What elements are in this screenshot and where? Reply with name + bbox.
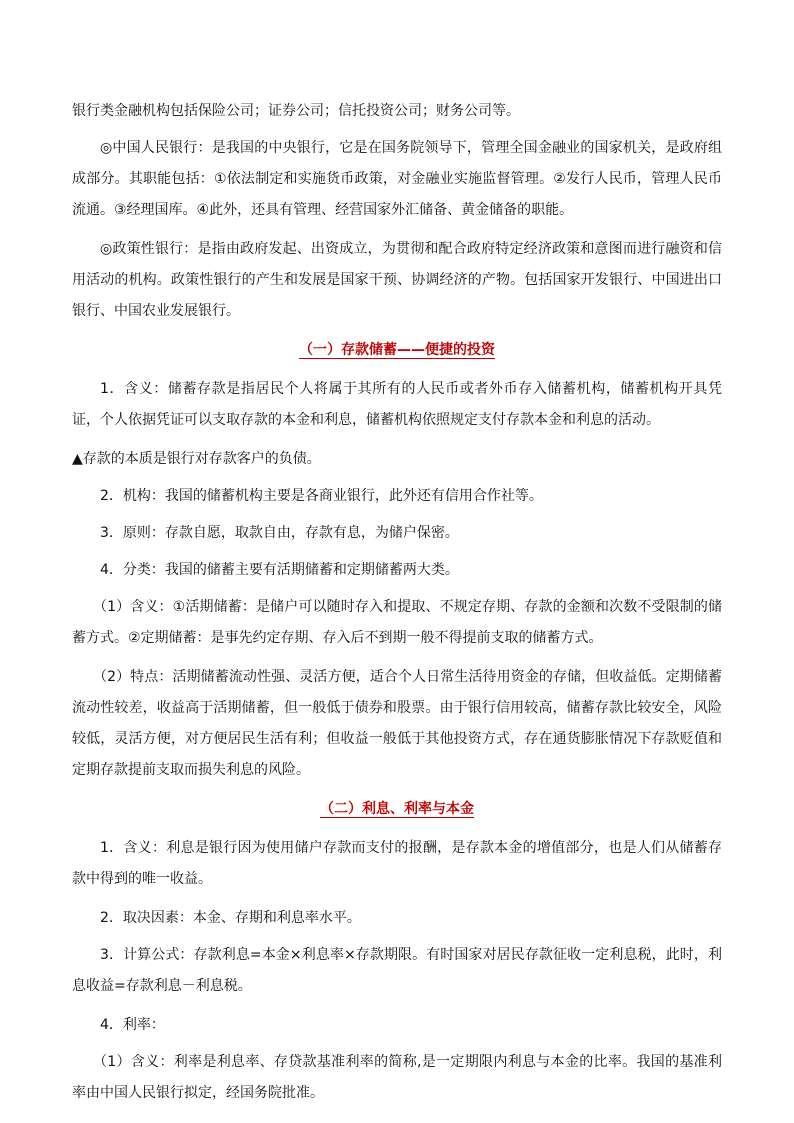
paragraph-interest-rate-title: 4．利率： — [100, 1017, 165, 1033]
paragraph-savings-types-definition: （1）含义：①活期储蓄：是储户可以随时存入和提取、不规定存期、存款的金额和次数不受限制的储蓄方式。②定期储蓄：是事先约定存期、存入后不到期一般不得提前支取的储蓄方式。 — [72, 599, 722, 646]
paragraph-central-bank: ◎中国人民银行：是我国的中央银行，它是在国务院领导下，管理全国金融业的国家机关，是政府组成部分。其职能包括：①依法制定和实施货币政策，对金融业实施监督管理。②发行人民币，管理人民币流通。③经理国库。④此外，还具有管理、经营国家外汇储备、黄金储备的职能。 — [72, 140, 722, 218]
paragraph-interest-definition: 1．含义：利息是银行因为使用储户存款而支付的报酬，是存款本金的增值部分，也是人们从储蓄存款中得到的唯一收益。 — [72, 840, 722, 887]
paragraph-savings-characteristics: （2）特点：活期储蓄流动性强、灵活方便，适合个人日常生活待用资金的存储，但收益低。定期储蓄流动性较差，收益高于活期储蓄，但一般低于债券和股票。由于银行信用较高，储蓄存款比较安全，风险较低，灵活方便，对方便居民生活有利；但收益一般低于其他投资方式，存在通货膨胀情况下存款贬值和定期存款提前支取而损失利息的风险。 — [72, 669, 722, 778]
paragraph-interest-formula: 3．计算公式：存款利息=本金×利息率×存款期限。有时国家对居民存款征收一定利息税，此时，利息收益=存款利息－利息税。 — [72, 947, 722, 994]
paragraph-interest-rate-definition: （1）含义：利率是利息率、存贷款基准利率的简称,是一定期限内利息与本金的比率。我国的基准利率由中国人民银行拟定，经国务院批准。 — [72, 1054, 722, 1101]
paragraph-bank-institutions: 银行类金融机构包括保险公司；证券公司；信托投资公司；财务公司等。 — [72, 103, 520, 119]
paragraph-savings-definition: 1．含义：储蓄存款是指居民个人将属于其所有的人民币或者外币存入储蓄机构，储蓄机构开具凭证，个人依据凭证可以支取存款的本金和利息，储蓄机构依照规定支付存款本金和利息的活动。 — [72, 381, 722, 428]
paragraph-deposit-nature: ▲存款的本质是银行对存款客户的负债。 — [72, 451, 321, 467]
section-heading-interest: （二）利息、利率与本金 — [320, 801, 474, 817]
document-page — [72, 96, 722, 1117]
paragraph-policy-bank: ◎政策性银行：是指由政府发起、出资成立，为贯彻和配合政府特定经济政策和意图而进行融资和信用活动的机构。政策性银行的产生和发展是国家干预、协调经济的产物。包括国家开发银行、中国进出口银行、中国农业发展银行。 — [72, 241, 722, 319]
paragraph-savings-principles: 3．原则：存款自愿，取款自由，存款有息，为储户保密。 — [100, 525, 459, 541]
paragraph-savings-institutions: 2．机构：我国的储蓄机构主要是各商业银行，此外还有信用合作社等。 — [100, 488, 543, 504]
paragraph-savings-classification: 4．分类：我国的储蓄主要有活期储蓄和定期储蓄两大类。 — [100, 562, 459, 578]
paragraph-interest-factors: 2．取决因素：本金、存期和利息率水平。 — [100, 910, 361, 926]
section-heading-savings: （一）存款储蓄——便捷的投资 — [299, 342, 495, 358]
